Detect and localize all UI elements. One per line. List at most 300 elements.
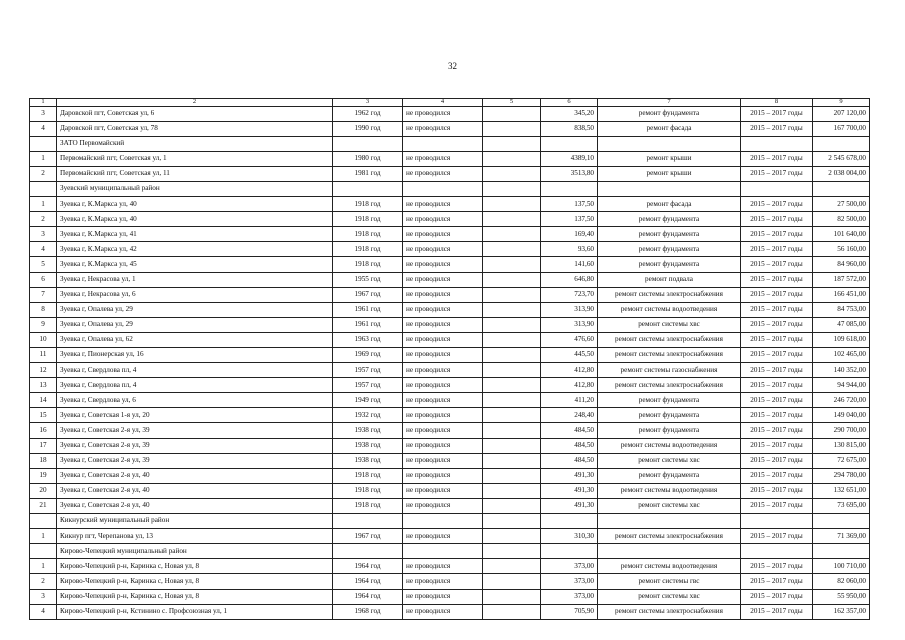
row-number-cell: 18	[30, 453, 57, 468]
row-number-cell: 1	[30, 559, 57, 574]
row-number-cell: 6	[30, 272, 57, 287]
build-year-cell: 1918 год	[333, 483, 403, 498]
section-row	[30, 136, 870, 151]
period-cell: 2015 – 2017 годы	[741, 166, 813, 181]
section-blank-cell	[333, 136, 403, 151]
section-row	[30, 181, 870, 196]
period-cell: 2015 – 2017 годы	[741, 363, 813, 378]
cost-cell: 100 710,00	[813, 559, 870, 574]
work-type-cell: ремонт системы хвс	[598, 317, 741, 332]
column-header-3: 3	[333, 99, 403, 107]
table-row	[30, 272, 870, 287]
cost-cell: 149 040,00	[813, 408, 870, 423]
area-cell: 373,00	[541, 574, 598, 589]
cost-cell: 207 120,00	[813, 106, 870, 121]
period-cell: 2015 – 2017 годы	[741, 287, 813, 302]
area-cell: 4389,10	[541, 151, 598, 166]
blank-cell	[483, 287, 541, 302]
build-year-cell: 1957 год	[333, 363, 403, 378]
period-cell: 2015 – 2017 годы	[741, 197, 813, 212]
last-repair-cell: не проводился	[403, 483, 483, 498]
table-row	[30, 106, 870, 121]
area-cell: 3513,80	[541, 166, 598, 181]
table-row	[30, 408, 870, 423]
cost-cell: 56 160,00	[813, 242, 870, 257]
cost-cell: 2 545 678,00	[813, 151, 870, 166]
table-row	[30, 348, 870, 363]
build-year-cell: 1961 год	[333, 317, 403, 332]
address-cell: Зуевка г, Пионерская ул, 16	[57, 348, 333, 363]
work-type-cell: ремонт системы газоснабжения	[598, 363, 741, 378]
last-repair-cell: не проводился	[403, 348, 483, 363]
blank-cell	[483, 483, 541, 498]
build-year-cell: 1964 год	[333, 559, 403, 574]
period-cell: 2015 – 2017 годы	[741, 151, 813, 166]
section-row	[30, 514, 870, 529]
blank-cell	[483, 197, 541, 212]
section-blank-cell	[813, 136, 870, 151]
period-cell: 2015 – 2017 годы	[741, 408, 813, 423]
period-cell: 2015 – 2017 годы	[741, 498, 813, 513]
blank-cell	[483, 438, 541, 453]
table-row	[30, 498, 870, 513]
row-number-cell: 4	[30, 121, 57, 136]
build-year-cell: 1938 год	[333, 453, 403, 468]
work-type-cell: ремонт системы электроснабжения	[598, 604, 741, 619]
blank-cell	[483, 272, 541, 287]
row-number-cell: 1	[30, 529, 57, 544]
last-repair-cell: не проводился	[403, 393, 483, 408]
blank-cell	[483, 453, 541, 468]
build-year-cell: 1961 год	[333, 302, 403, 317]
row-number-cell: 13	[30, 378, 57, 393]
row-number-cell: 9	[30, 317, 57, 332]
last-repair-cell: не проводился	[403, 559, 483, 574]
cost-cell: 2 038 004,00	[813, 166, 870, 181]
blank-cell	[483, 348, 541, 363]
address-cell: Даровской пгт, Советская ул, 78	[57, 121, 333, 136]
area-cell: 169,40	[541, 227, 598, 242]
table-row	[30, 559, 870, 574]
section-blank-cell	[741, 514, 813, 529]
area-cell: 484,50	[541, 453, 598, 468]
period-cell: 2015 – 2017 годы	[741, 378, 813, 393]
work-type-cell: ремонт фундамента	[598, 408, 741, 423]
table-row	[30, 574, 870, 589]
section-blank-cell	[333, 181, 403, 196]
build-year-cell: 1918 год	[333, 257, 403, 272]
cost-cell: 140 352,00	[813, 363, 870, 378]
section-blank-cell	[403, 544, 483, 559]
area-cell: 373,00	[541, 559, 598, 574]
table-row	[30, 317, 870, 332]
last-repair-cell: не проводился	[403, 317, 483, 332]
work-type-cell: ремонт фасада	[598, 197, 741, 212]
address-cell: Зуевка г, Опалева ул, 29	[57, 317, 333, 332]
row-number-cell: 3	[30, 106, 57, 121]
last-repair-cell: не проводился	[403, 438, 483, 453]
section-blank-cell	[333, 514, 403, 529]
row-number-cell: 10	[30, 332, 57, 347]
section-blank-cell	[741, 136, 813, 151]
build-year-cell: 1918 год	[333, 242, 403, 257]
build-year-cell: 1969 год	[333, 348, 403, 363]
table-row	[30, 257, 870, 272]
area-cell: 646,80	[541, 272, 598, 287]
cost-cell: 84 753,00	[813, 302, 870, 317]
build-year-cell: 1964 год	[333, 589, 403, 604]
table-row	[30, 483, 870, 498]
section-blank-cell	[483, 514, 541, 529]
area-cell: 373,00	[541, 589, 598, 604]
cost-cell: 84 960,00	[813, 257, 870, 272]
section-blank-cell	[813, 181, 870, 196]
blank-cell	[483, 317, 541, 332]
period-cell: 2015 – 2017 годы	[741, 393, 813, 408]
address-cell: Зуевка г, К.Маркса ул, 41	[57, 227, 333, 242]
section-title: Зуевский муниципальный район	[57, 181, 333, 196]
area-cell: 411,20	[541, 393, 598, 408]
row-number-cell: 16	[30, 423, 57, 438]
blank-cell	[483, 302, 541, 317]
blank-cell	[483, 604, 541, 619]
build-year-cell: 1990 год	[333, 121, 403, 136]
last-repair-cell: не проводился	[403, 408, 483, 423]
column-header-7: 7	[598, 99, 741, 107]
work-type-cell: ремонт фундамента	[598, 393, 741, 408]
table-row	[30, 227, 870, 242]
period-cell: 2015 – 2017 годы	[741, 559, 813, 574]
table-row	[30, 287, 870, 302]
period-cell: 2015 – 2017 годы	[741, 302, 813, 317]
column-header-8: 8	[741, 99, 813, 107]
last-repair-cell: не проводился	[403, 574, 483, 589]
table-row	[30, 212, 870, 227]
period-cell: 2015 – 2017 годы	[741, 453, 813, 468]
section-blank-cell	[741, 181, 813, 196]
build-year-cell: 1918 год	[333, 197, 403, 212]
cost-cell: 102 465,00	[813, 348, 870, 363]
blank-cell	[483, 393, 541, 408]
section-blank-cell	[541, 181, 598, 196]
cost-cell: 162 357,00	[813, 604, 870, 619]
blank-cell	[483, 408, 541, 423]
table-row	[30, 121, 870, 136]
area-cell: 412,80	[541, 378, 598, 393]
address-cell: Зуевка г, Советская 1-я ул, 20	[57, 408, 333, 423]
work-type-cell: ремонт фундамента	[598, 423, 741, 438]
column-header-9: 9	[813, 99, 870, 107]
address-cell: Кирово-Чепецкий р-н, Каринка с, Новая ул, 8	[57, 574, 333, 589]
last-repair-cell: не проводился	[403, 257, 483, 272]
last-repair-cell: не проводился	[403, 197, 483, 212]
address-cell: Кирово-Чепецкий р-н, Кстинино с. Профсоюзная ул, 1	[57, 604, 333, 619]
area-cell: 723,70	[541, 287, 598, 302]
work-type-cell: ремонт фундамента	[598, 257, 741, 272]
row-number-cell: 1	[30, 151, 57, 166]
last-repair-cell: не проводился	[403, 242, 483, 257]
build-year-cell: 1964 год	[333, 574, 403, 589]
section-blank-cell	[30, 136, 57, 151]
row-number-cell: 3	[30, 227, 57, 242]
build-year-cell: 1957 год	[333, 378, 403, 393]
table-row	[30, 302, 870, 317]
table-row	[30, 197, 870, 212]
table-row	[30, 363, 870, 378]
section-blank-cell	[483, 544, 541, 559]
row-number-cell: 14	[30, 393, 57, 408]
table-row	[30, 453, 870, 468]
address-cell: Зуевка г, К.Маркса ул, 42	[57, 242, 333, 257]
period-cell: 2015 – 2017 годы	[741, 332, 813, 347]
section-blank-cell	[598, 544, 741, 559]
last-repair-cell: не проводился	[403, 287, 483, 302]
build-year-cell: 1918 год	[333, 498, 403, 513]
table-row	[30, 242, 870, 257]
table-row	[30, 468, 870, 483]
cost-cell: 47 085,00	[813, 317, 870, 332]
table-row	[30, 378, 870, 393]
blank-cell	[483, 242, 541, 257]
build-year-cell: 1949 год	[333, 393, 403, 408]
work-type-cell: ремонт системы хвс	[598, 589, 741, 604]
area-cell: 484,50	[541, 423, 598, 438]
area-cell: 484,50	[541, 438, 598, 453]
table-row	[30, 423, 870, 438]
area-cell: 476,60	[541, 332, 598, 347]
work-type-cell: ремонт системы электроснабжения	[598, 378, 741, 393]
build-year-cell: 1918 год	[333, 468, 403, 483]
blank-cell	[483, 363, 541, 378]
period-cell: 2015 – 2017 годы	[741, 574, 813, 589]
address-cell: Даровской пгт, Советская ул, 6	[57, 106, 333, 121]
period-cell: 2015 – 2017 годы	[741, 604, 813, 619]
address-cell: Зуевка г, Советская 2-я ул, 40	[57, 468, 333, 483]
period-cell: 2015 – 2017 годы	[741, 242, 813, 257]
cost-cell: 55 950,00	[813, 589, 870, 604]
period-cell: 2015 – 2017 годы	[741, 317, 813, 332]
cost-cell: 73 695,00	[813, 498, 870, 513]
work-type-cell: ремонт системы водоотведения	[598, 559, 741, 574]
blank-cell	[483, 151, 541, 166]
section-blank-cell	[541, 514, 598, 529]
section-title: Кикнурский муниципальный район	[57, 514, 333, 529]
table-row	[30, 393, 870, 408]
section-title: ЗАТО Первомайский	[57, 136, 333, 151]
area-cell: 310,30	[541, 529, 598, 544]
cost-cell: 290 700,00	[813, 423, 870, 438]
section-blank-cell	[30, 181, 57, 196]
cost-cell: 101 640,00	[813, 227, 870, 242]
blank-cell	[483, 227, 541, 242]
work-type-cell: ремонт системы гвс	[598, 574, 741, 589]
last-repair-cell: не проводился	[403, 106, 483, 121]
address-cell: Зуевка г, К.Маркса ул, 45	[57, 257, 333, 272]
section-blank-cell	[541, 136, 598, 151]
last-repair-cell: не проводился	[403, 332, 483, 347]
blank-cell	[483, 559, 541, 574]
area-cell: 491,30	[541, 468, 598, 483]
row-number-cell: 3	[30, 589, 57, 604]
area-cell: 93,60	[541, 242, 598, 257]
address-cell: Зуевка г, Свердлова пл, 4	[57, 378, 333, 393]
last-repair-cell: не проводился	[403, 423, 483, 438]
build-year-cell: 1962 год	[333, 106, 403, 121]
build-year-cell: 1981 год	[333, 166, 403, 181]
last-repair-cell: не проводился	[403, 529, 483, 544]
section-blank-cell	[813, 544, 870, 559]
row-number-cell: 15	[30, 408, 57, 423]
row-number-cell: 20	[30, 483, 57, 498]
column-header-5: 5	[483, 99, 541, 107]
row-number-cell: 4	[30, 604, 57, 619]
area-cell: 491,30	[541, 498, 598, 513]
blank-cell	[483, 121, 541, 136]
address-cell: Первомайский пгт, Советская ул, 1	[57, 151, 333, 166]
section-blank-cell	[598, 181, 741, 196]
row-number-cell: 5	[30, 257, 57, 272]
work-type-cell: ремонт системы электроснабжения	[598, 287, 741, 302]
area-cell: 248,40	[541, 408, 598, 423]
row-number-cell: 7	[30, 287, 57, 302]
section-blank-cell	[598, 514, 741, 529]
area-cell: 313,90	[541, 302, 598, 317]
area-cell: 491,30	[541, 483, 598, 498]
blank-cell	[483, 498, 541, 513]
cost-cell: 130 815,00	[813, 438, 870, 453]
address-cell: Зуевка г, Советская 2-я ул, 39	[57, 423, 333, 438]
blank-cell	[483, 212, 541, 227]
row-number-cell: 1	[30, 197, 57, 212]
table-body	[30, 99, 870, 620]
blank-cell	[483, 574, 541, 589]
area-cell: 345,20	[541, 106, 598, 121]
section-row	[30, 544, 870, 559]
address-cell: Зуевка г, Советская 2-я ул, 40	[57, 483, 333, 498]
address-cell: Зуевка г, Опалева ул, 62	[57, 332, 333, 347]
period-cell: 2015 – 2017 годы	[741, 272, 813, 287]
period-cell: 2015 – 2017 годы	[741, 483, 813, 498]
address-cell: Зуевка г, К.Маркса ул, 40	[57, 197, 333, 212]
last-repair-cell: не проводился	[403, 453, 483, 468]
last-repair-cell: не проводился	[403, 378, 483, 393]
work-type-cell: ремонт системы электроснабжения	[598, 348, 741, 363]
area-cell: 838,50	[541, 121, 598, 136]
build-year-cell: 1918 год	[333, 212, 403, 227]
table-header-row	[30, 99, 870, 107]
cost-cell: 82 500,00	[813, 212, 870, 227]
blank-cell	[483, 166, 541, 181]
column-header-4: 4	[403, 99, 483, 107]
last-repair-cell: не проводился	[403, 302, 483, 317]
section-title: Кирово-Чепецкий муниципальный район	[57, 544, 333, 559]
row-number-cell: 21	[30, 498, 57, 513]
address-cell: Зуевка г, Советская 2-я ул, 40	[57, 498, 333, 513]
cost-cell: 166 451,00	[813, 287, 870, 302]
period-cell: 2015 – 2017 годы	[741, 121, 813, 136]
period-cell: 2015 – 2017 годы	[741, 438, 813, 453]
build-year-cell: 1963 год	[333, 332, 403, 347]
address-cell: Кирово-Чепецкий р-н, Каринка с, Новая ул, 8	[57, 589, 333, 604]
last-repair-cell: не проводился	[403, 212, 483, 227]
last-repair-cell: не проводился	[403, 468, 483, 483]
cost-cell: 72 675,00	[813, 453, 870, 468]
build-year-cell: 1938 год	[333, 438, 403, 453]
section-blank-cell	[813, 514, 870, 529]
table-row	[30, 604, 870, 619]
blank-cell	[483, 106, 541, 121]
work-type-cell: ремонт подвала	[598, 272, 741, 287]
build-year-cell: 1967 год	[333, 287, 403, 302]
work-type-cell: ремонт системы хвс	[598, 498, 741, 513]
last-repair-cell: не проводился	[403, 272, 483, 287]
section-blank-cell	[30, 544, 57, 559]
row-number-cell: 17	[30, 438, 57, 453]
section-blank-cell	[333, 544, 403, 559]
last-repair-cell: не проводился	[403, 121, 483, 136]
last-repair-cell: не проводился	[403, 227, 483, 242]
last-repair-cell: не проводился	[403, 151, 483, 166]
cost-cell: 27 500,00	[813, 197, 870, 212]
period-cell: 2015 – 2017 годы	[741, 529, 813, 544]
cost-cell: 132 651,00	[813, 483, 870, 498]
cost-cell: 109 618,00	[813, 332, 870, 347]
table-row	[30, 589, 870, 604]
column-header-2: 2	[57, 99, 333, 107]
page-number: 32	[448, 61, 457, 71]
row-number-cell: 11	[30, 348, 57, 363]
work-type-cell: ремонт системы водоотведения	[598, 302, 741, 317]
build-year-cell: 1968 год	[333, 604, 403, 619]
work-type-cell: ремонт фундамента	[598, 212, 741, 227]
build-year-cell: 1932 год	[333, 408, 403, 423]
work-type-cell: ремонт фундамента	[598, 468, 741, 483]
last-repair-cell: не проводился	[403, 166, 483, 181]
area-cell: 137,50	[541, 197, 598, 212]
work-type-cell: ремонт фундамента	[598, 227, 741, 242]
section-blank-cell	[741, 544, 813, 559]
period-cell: 2015 – 2017 годы	[741, 212, 813, 227]
build-year-cell: 1918 год	[333, 227, 403, 242]
area-cell: 412,80	[541, 363, 598, 378]
address-cell: Зуевка г, Свердлова пл, 4	[57, 363, 333, 378]
work-type-cell: ремонт фундамента	[598, 242, 741, 257]
section-blank-cell	[403, 136, 483, 151]
work-type-cell: ремонт системы электроснабжения	[598, 332, 741, 347]
work-type-cell: ремонт системы электроснабжения	[598, 529, 741, 544]
table-row	[30, 438, 870, 453]
column-header-6: 6	[541, 99, 598, 107]
section-blank-cell	[403, 514, 483, 529]
build-year-cell: 1980 год	[333, 151, 403, 166]
period-cell: 2015 – 2017 годы	[741, 227, 813, 242]
area-cell: 445,50	[541, 348, 598, 363]
section-blank-cell	[598, 136, 741, 151]
row-number-cell: 8	[30, 302, 57, 317]
address-cell: Зуевка г, Советская 2-я ул, 39	[57, 453, 333, 468]
table-row	[30, 332, 870, 347]
cost-cell: 187 572,00	[813, 272, 870, 287]
work-type-cell: ремонт крыши	[598, 151, 741, 166]
section-blank-cell	[30, 514, 57, 529]
row-number-cell: 2	[30, 212, 57, 227]
blank-cell	[483, 332, 541, 347]
period-cell: 2015 – 2017 годы	[741, 348, 813, 363]
area-cell: 313,90	[541, 317, 598, 332]
build-year-cell: 1938 год	[333, 423, 403, 438]
build-year-cell: 1955 год	[333, 272, 403, 287]
blank-cell	[483, 378, 541, 393]
